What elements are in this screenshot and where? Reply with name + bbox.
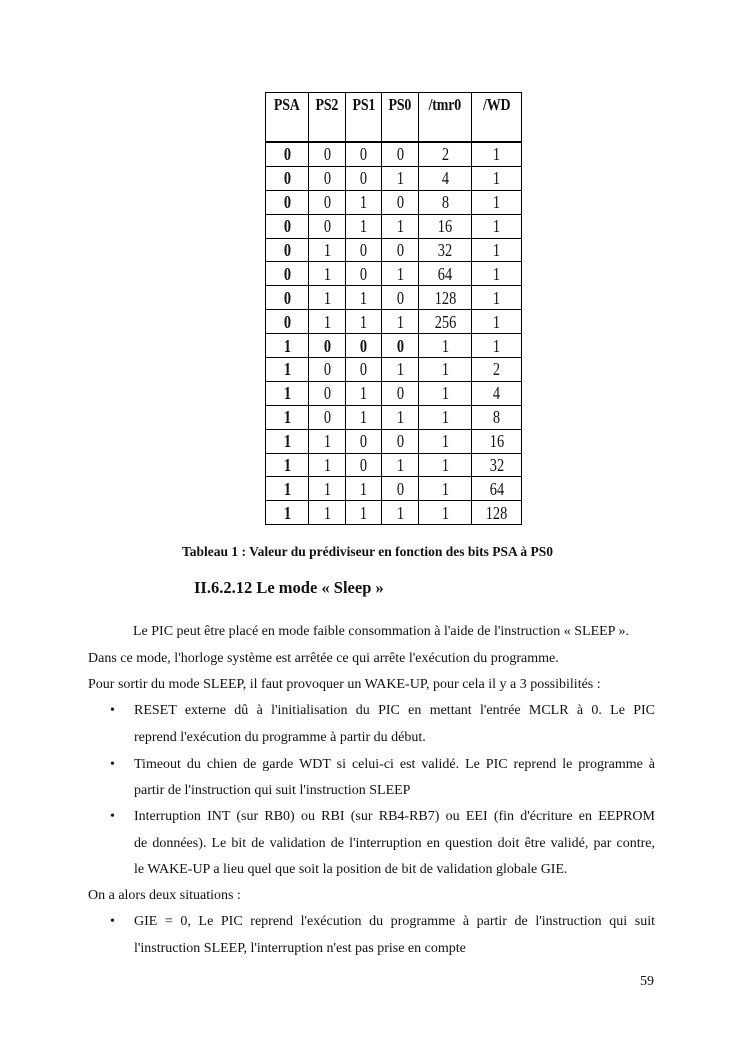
table-cell: 0	[382, 429, 419, 453]
table-cell: 1	[472, 190, 522, 214]
table-cell: 16	[419, 214, 472, 238]
table-cell: 1	[266, 405, 309, 429]
table-cell: 1	[346, 501, 382, 525]
table-cell: 1	[266, 381, 309, 405]
table-cell: 8	[419, 190, 472, 214]
table-cell: 0	[346, 453, 382, 477]
table-cell: 2	[419, 142, 472, 166]
header-cell: PS2	[309, 93, 346, 143]
table-row	[266, 334, 522, 358]
table-cell: 1	[266, 334, 309, 358]
table-cell: 1	[419, 501, 472, 525]
table-cell: 0	[309, 405, 346, 429]
table-row	[266, 238, 522, 262]
table-cell: 1	[419, 381, 472, 405]
table-cell: 1	[309, 262, 346, 286]
table-cell: 1	[309, 286, 346, 310]
table-cell: 1	[309, 501, 346, 525]
table-cell: 1	[419, 358, 472, 382]
table-cell: 4	[472, 381, 522, 405]
table-cell: 1	[382, 358, 419, 382]
table-cell: 1	[419, 429, 472, 453]
table-cell: 1	[346, 477, 382, 501]
table-cell: 0	[382, 190, 419, 214]
table-row	[266, 477, 522, 501]
table-row	[266, 286, 522, 310]
bullet-line: reprend l'exécution du programme à partir du début.	[134, 730, 426, 745]
table-cell: 64	[472, 477, 522, 501]
bullet-symbol: •	[110, 703, 115, 718]
table-cell: 1	[472, 334, 522, 358]
table-cell: 0	[266, 214, 309, 238]
table-row	[266, 310, 522, 334]
table-cell: 1	[472, 286, 522, 310]
table-cell: 128	[472, 501, 522, 525]
table-row	[266, 358, 522, 382]
table-cell: 1	[382, 453, 419, 477]
table-cell: 1	[382, 405, 419, 429]
table-cell: 1	[266, 429, 309, 453]
paragraph-line: Dans ce mode, l'horloge système est arrêtée ce qui arrête l'exécution du programme.	[88, 651, 559, 666]
table-cell: 1	[472, 262, 522, 286]
table-row	[266, 262, 522, 286]
table-cell: 1	[309, 238, 346, 262]
table-cell: 128	[419, 286, 472, 310]
bullet-line: le WAKE-UP a lieu quel que soit la position de bit de validation globale GIE.	[134, 862, 568, 877]
table-cell: 0	[346, 166, 382, 190]
bullet-symbol: •	[110, 809, 115, 824]
bullet-line: de données). Le bit de validation de l'interruption en question doit être validé, par contre,	[134, 836, 655, 851]
table-row	[266, 166, 522, 190]
section-heading: II.6.2.12 Le mode « Sleep »	[194, 578, 384, 597]
table-caption: Tableau 1 : Valeur du prédiviseur en fonction des bits PSA à PS0	[181, 544, 554, 559]
table-cell: 1	[419, 405, 472, 429]
table-cell: 1	[266, 453, 309, 477]
table-cell: 0	[346, 142, 382, 166]
prescaler-table	[265, 92, 522, 525]
bullet-symbol: •	[110, 757, 115, 772]
table-cell: 1	[419, 334, 472, 358]
table-cell: 1	[346, 310, 382, 334]
table-cell: 8	[472, 405, 522, 429]
table-cell: 256	[419, 310, 472, 334]
table-row	[266, 190, 522, 214]
table-cell: 32	[419, 238, 472, 262]
paragraph-line: Le PIC peut être placé en mode faible consommation à l'aide de l'instruction « SLEEP ».	[133, 624, 629, 639]
table-cell: 0	[346, 238, 382, 262]
table-cell: 0	[309, 142, 346, 166]
table-row	[266, 381, 522, 405]
bullet-line: Interruption INT (sur RB0) ou RBI (sur RB4-RB7) ou EEI (fin d'écriture en EEPROM	[134, 809, 655, 824]
table-body	[266, 142, 522, 525]
table-cell: 1	[346, 190, 382, 214]
table-cell: 0	[346, 358, 382, 382]
paragraph-line: Pour sortir du mode SLEEP, il faut provoquer un WAKE-UP, pour cela il y a 3 possibilités :	[88, 677, 601, 692]
table-cell: 1	[346, 286, 382, 310]
table-cell: 1	[309, 453, 346, 477]
header-cell: /tmr0	[419, 93, 472, 143]
table-cell: 0	[309, 358, 346, 382]
table-cell: 0	[266, 310, 309, 334]
table-cell: 0	[266, 190, 309, 214]
table-cell: 0	[346, 334, 382, 358]
table-cell: 4	[419, 166, 472, 190]
header-cell: /WD	[472, 93, 522, 143]
table-row	[266, 501, 522, 525]
table-cell: 0	[346, 429, 382, 453]
bullet-line: RESET externe dû à l'initialisation du PIC en mettant l'entrée MCLR à 0. Le PIC	[134, 703, 655, 718]
table-cell: 0	[346, 262, 382, 286]
table-cell: 0	[309, 190, 346, 214]
bullet-line: Timeout du chien de garde WDT si celui-ci est validé. Le PIC reprend le programme à	[134, 757, 655, 772]
table-cell: 0	[382, 381, 419, 405]
table-cell: 0	[266, 238, 309, 262]
table-cell: 1	[346, 214, 382, 238]
table-cell: 0	[382, 334, 419, 358]
table-cell: 32	[472, 453, 522, 477]
table-cell: 1	[472, 238, 522, 262]
table-header-row	[266, 93, 522, 143]
table-cell: 0	[309, 334, 346, 358]
table-cell: 0	[382, 238, 419, 262]
table-cell: 1	[382, 166, 419, 190]
table-cell: 0	[266, 286, 309, 310]
table-row	[266, 142, 522, 166]
bullet-line: partir de l'instruction qui suit l'instruction SLEEP	[134, 783, 411, 798]
table-cell: 0	[266, 142, 309, 166]
table-cell: 1	[382, 262, 419, 286]
table-row	[266, 405, 522, 429]
table-cell: 1	[346, 381, 382, 405]
table-cell: 1	[266, 477, 309, 501]
table-cell: 64	[419, 262, 472, 286]
bullet-symbol: •	[110, 914, 115, 929]
table-cell: 1	[266, 501, 309, 525]
bullet-line: GIE = 0, Le PIC reprend l'exécution du programme à partir de l'instruction qui suit	[134, 914, 655, 929]
page-number: 59	[640, 974, 654, 989]
table-cell: 1	[346, 405, 382, 429]
table-cell: 1	[472, 166, 522, 190]
table-row	[266, 214, 522, 238]
table-cell: 1	[309, 310, 346, 334]
table-cell: 0	[309, 381, 346, 405]
table-cell: 0	[309, 166, 346, 190]
table-cell: 1	[472, 310, 522, 334]
header-cell: PSA	[266, 93, 309, 143]
table-cell: 1	[382, 310, 419, 334]
header-cell: PS0	[382, 93, 419, 143]
bullet-line: l'instruction SLEEP, l'interruption n'est pas prise en compte	[134, 941, 466, 956]
table-row	[266, 429, 522, 453]
paragraph-line: On a alors deux situations :	[88, 888, 241, 903]
table-cell: 1	[266, 358, 309, 382]
table-cell: 0	[382, 477, 419, 501]
table-cell: 2	[472, 358, 522, 382]
table-cell: 0	[309, 214, 346, 238]
table-cell: 1	[419, 453, 472, 477]
table-cell: 0	[382, 142, 419, 166]
table-cell: 1	[309, 477, 346, 501]
table-cell: 1	[472, 214, 522, 238]
table-cell: 0	[266, 166, 309, 190]
table-cell: 1	[382, 214, 419, 238]
table-cell: 16	[472, 429, 522, 453]
table-cell: 0	[266, 262, 309, 286]
table-cell: 1	[472, 142, 522, 166]
table-cell: 0	[382, 286, 419, 310]
table-cell: 1	[419, 477, 472, 501]
table-cell: 1	[309, 429, 346, 453]
table-row	[266, 453, 522, 477]
table-cell: 1	[382, 501, 419, 525]
header-cell: PS1	[346, 93, 382, 143]
